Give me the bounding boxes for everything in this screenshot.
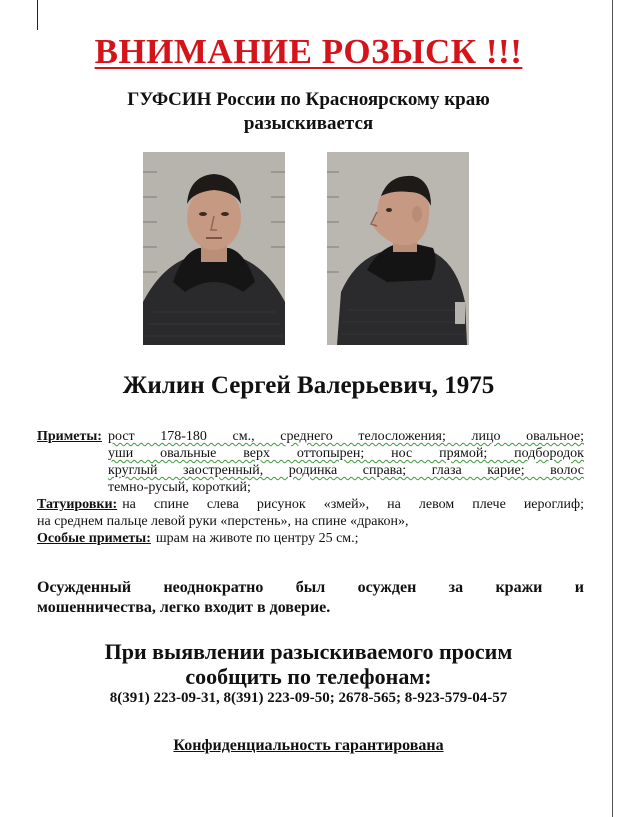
note-line-1: Осужденный неоднократно был осужден за кражи и <box>37 579 584 596</box>
call-to-action <box>0 639 617 689</box>
signs-line-4: темно-русый, короткий; <box>107 480 251 495</box>
tattoo-line-2: на среднем пальце левой руки «перстень», на спине «дракон», <box>37 514 409 529</box>
signs-line-3: круглый заостренный, родинка справа; глаза карие; волос <box>107 463 584 478</box>
page-edge-left <box>37 0 38 30</box>
note-line-2: мошенничества, легко входит в доверие. <box>37 599 331 616</box>
call-line-1: При выявлении разыскиваемого просим <box>104 639 513 664</box>
front-photo-image <box>143 152 285 345</box>
profile-photo <box>327 152 469 345</box>
front-photo <box>143 152 285 345</box>
description-block <box>37 428 584 547</box>
signs-text <box>102 428 584 496</box>
signs-row <box>37 428 584 496</box>
org-line-2: разыскивается <box>243 113 374 134</box>
signs-line-1: рост 178-180 см., среднего телосложения; лицо овальное; <box>107 429 584 444</box>
convict-note <box>37 578 584 618</box>
person-name: Жилин Сергей Валерьевич, 1975 <box>122 372 495 399</box>
wanted-title: ВНИМАНИЕ РОЗЫСК !!! <box>94 32 523 71</box>
special-row <box>37 530 584 547</box>
tattoo-label: Татуировки: <box>37 497 118 512</box>
confidentiality-note: Конфиденциальность гарантирована <box>173 737 444 754</box>
tattoo-row <box>37 496 584 513</box>
signs-line-2: уши овальные верх оттопырен; нос прямой; подбородок <box>107 446 584 461</box>
tattoo-line-1: на спине слева рисунок «змей», на левом плече иероглиф; <box>122 497 584 512</box>
profile-photo-image <box>327 152 469 345</box>
call-line-2: сообщить по телефонам: <box>185 664 432 689</box>
organization-heading <box>0 88 617 136</box>
tattoo-block <box>37 496 584 530</box>
phone-numbers: 8(391) 223-09-31, 8(391) 223-09-50; 2678-565; 8-923-579-04-57 <box>109 690 508 706</box>
special-text: шрам на животе по центру 25 см.; <box>155 531 359 546</box>
special-label: Особые приметы: <box>37 531 151 546</box>
org-line-1: ГУФСИН России по Красноярскому краю <box>127 89 490 110</box>
signs-label: Приметы: <box>37 429 102 444</box>
